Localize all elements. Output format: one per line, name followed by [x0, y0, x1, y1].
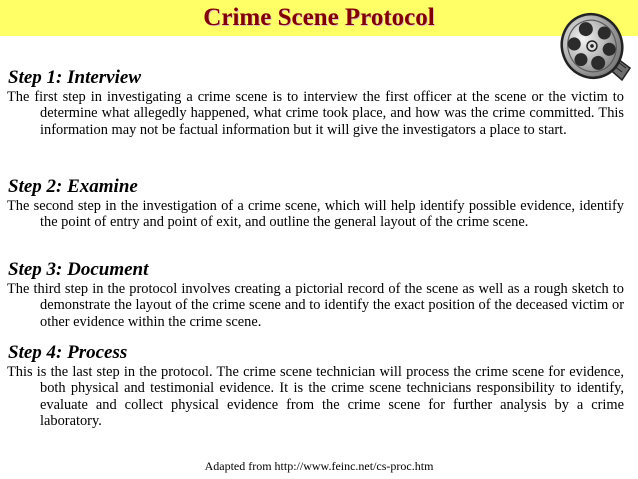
step-process — [0, 342, 624, 429]
step-examine — [0, 176, 624, 231]
step-heading: Step 2: Examine — [8, 176, 138, 197]
step-document — [0, 259, 624, 330]
step-heading: Step 1: Interview — [8, 67, 141, 88]
step-description: The third step in the protocol involves creating a pictorial record of the scene as well as a rough sketch to demonstrate the layout of the crime scene and to identify the exact position of the deceased victim or other evidence within the crime scene. — [7, 281, 624, 330]
step-description: This is the last step in the protocol. The crime scene technician will process the crime scene for evidence, both physical and testimonial evidence. It is the crime scene technicians responsibility to identify, evaluate and collect physical evidence from the crime scene for further analysis by a crime laboratory. — [7, 364, 624, 429]
step-heading: Step 4: Process — [8, 342, 128, 363]
source-credit: Adapted from http://www.feinc.net/cs-proc.htm — [204, 459, 434, 473]
step-interview — [0, 67, 624, 138]
step-description: The first step in investigating a crime scene is to interview the first officer at the scene or the victim to determine what allegedly happened, what crime took place, and how was the crime committed. This information may not be factual information but it will give the investigators a place to start. — [7, 89, 624, 138]
step-heading: Step 3: Document — [8, 259, 149, 280]
step-description: The second step in the investigation of a crime scene, which will help identify possible evidence, identify the point of entry and point of exit, and outline the general layout of the crime scene. — [7, 198, 624, 231]
slide-title: Crime Scene Protocol — [203, 4, 435, 31]
